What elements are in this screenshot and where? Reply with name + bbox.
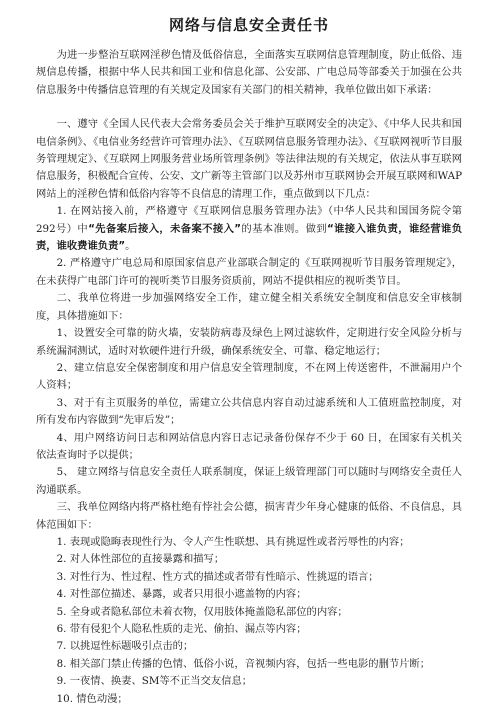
item-1-1-bold-text-1: “先备案后接入，未备案不接入” [88, 222, 242, 235]
section-3-item-7: 7. 以挑逗性标题吸引点击的； [56, 640, 194, 653]
section-3-item-3: 3. 对性行为、性过程、性方式的描述或者带有性暗示、性挑逗的语言； [56, 570, 379, 583]
section-3-item-5: 5. 全身或者隐私部位未着衣物，仅用肢体掩盖隐私部位的内容； [56, 605, 348, 618]
section-3-item-6: 6. 带有侵犯个人隐私性质的走光、偷拍、漏点等内容； [56, 623, 307, 635]
intro-paragraph: 为进一步整治互联网淫秽色情及低俗信息，全面落实互联网信息管理制度，防止低俗、违规信息传播，根据中华人民共和国工业和信息化部、公安部、广电总局等部委关于加强在公共信息服务中传播信息管理的有关规定及国家有关部门的相关精神，我单位做出如下承诺： [36, 49, 462, 96]
section-3-paragraph: 三、我单位网络内将严格杜绝有悖社会公德，损害青少年身心健康的低俗、不良信息，具体范围如下： [36, 501, 462, 531]
section-2-item-1: 1、设置安全可靠的防火墙，安装防病毒及绿色上网过滤软件，定期进行安全风险分析与系统漏洞测试，适时对软硬件进行升级，确保系统安全、可靠、稳定地运行； [36, 327, 462, 357]
document-body [36, 47, 462, 708]
section-3-item-10: 10. 情色动漫； [56, 692, 128, 705]
section-2-paragraph: 二、我单位将进一步加强网络安全工作，建立健全相关系统安全制度和信息安全审核制度，具体措施如下： [36, 292, 462, 322]
section-2-item-2: 2、建立信息安全保密制度和用户信息安全管理制度，不在网上传送密件，不泄漏用户个人资料； [36, 361, 462, 392]
section-1-paragraph: 一、遵守《全国人民代表大会常务委员会关于维护互联网安全的决定》、《中华人民共和国电信条例》、《电信业务经营许可管理办法》、《互联网信息服务管理办法》、《互联网视听节目服务管理规定》、《互联网上网服务营业场所管理条例》等法律法规的有关规定，依法从事互联网信息服务，积极配合宣传、公安、文广新等主管部门以及苏州市互联网协会开展互联网和WAP网站上的淫秽色情和低俗内容等不良信息的清理工作，重点做到以下几点： [36, 118, 463, 200]
section-2-item-4: 4、用户网络访问日志和网站信息内容日志记录备份保存不少于 60 日，在国家有关机关依法查询时予以提供； [36, 431, 462, 461]
section-3-item-8: 8. 相关部门禁止传播的色情、低俗小说，音视频内容，包括一些电影的删节片断； [56, 657, 431, 670]
item-1-1-suffix: 。 [125, 240, 136, 253]
document-title: 网络与信息安全责任书 [168, 16, 329, 34]
item-1-1-prefix: 1. 在网站接入前，严格遵守《互联网信息服务管理办法》（中华人民共和国国务院令第292号）中 [36, 205, 462, 235]
section-3-item-9: 9. 一夜情、换妻、SM等不正当交友信息； [56, 675, 253, 688]
section-1-item-1 [36, 203, 462, 255]
section-2-item-3: 3、对于有主页服务的单位，需建立公共信息内容自动过滤系统和人工值班监控制度，对所有发布内容做到“先审后发”； [36, 396, 462, 427]
section-3-item-4: 4. 对性部位描述、暴露，或者只用很小遮盖物的内容； [56, 588, 307, 601]
section-3-item-2: 2. 对人体性部位的直接暴露和描写； [56, 553, 225, 566]
section-2-item-5: 5、 建立网络与信息安全责任人联系制度，保证上级管理部门可以随时与网络安全责任人沟通联系。 [36, 466, 462, 496]
section-3-item-1: 1. 表现或隐晦表现性行为、令人产生性联想、具有挑逗性或者污辱性的内容； [56, 535, 410, 548]
section-1-item-2: 2. 严格遵守广电总局和原国家信息产业部联合制定的《互联网视听节目服务管理规定》，在未获得广电部门许可的视听类节目服务资质前，网站不提供相应的视听类节目。 [36, 257, 462, 287]
item-1-1-bold-text-2: “谁接入谁负责，谁经营谁负责，谁收费谁负责” [36, 222, 462, 253]
item-1-1-middle: 的基本准则。做到 [241, 222, 327, 235]
